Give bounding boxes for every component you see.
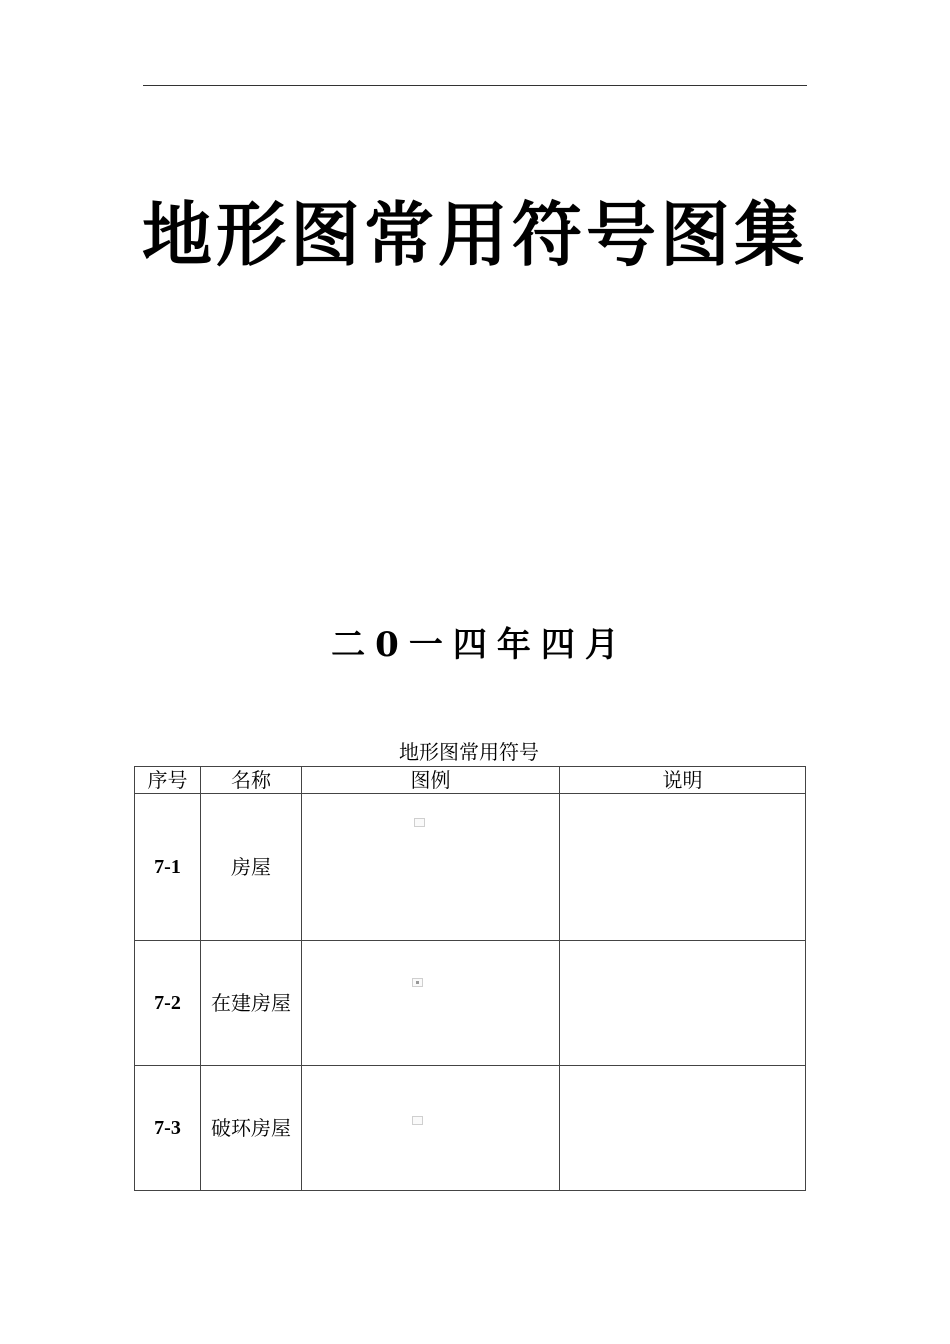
column-header-legend: 图例 (302, 767, 560, 794)
symbols-table (134, 766, 806, 1191)
row-legend (302, 941, 560, 1066)
date-char: 一 (408, 625, 443, 665)
row-description (560, 794, 806, 941)
header-rule (143, 85, 807, 86)
table-row (135, 941, 806, 1066)
table-header-row (135, 767, 806, 794)
column-header-name: 名称 (201, 767, 302, 794)
table-caption: 地形图常用符号 (399, 740, 539, 764)
date-char: 二 (331, 625, 366, 665)
column-header-number: 序号 (135, 767, 201, 794)
row-name: 破环房屋 (201, 1066, 302, 1191)
row-number: 7-1 (135, 794, 201, 941)
broken-image-icon (412, 978, 423, 987)
broken-image-icon (414, 818, 425, 827)
date-char: 四 (540, 625, 575, 665)
row-number: 7-3 (135, 1066, 201, 1191)
table-row (135, 794, 806, 941)
column-header-description: 说明 (560, 767, 806, 794)
row-name: 房屋 (201, 794, 302, 941)
table-row (135, 1066, 806, 1191)
broken-image-icon (412, 1116, 423, 1125)
row-description (560, 941, 806, 1066)
row-name: 在建房屋 (201, 941, 302, 1066)
date-char: 四 (452, 625, 487, 665)
row-legend (302, 1066, 560, 1191)
row-number: 7-2 (135, 941, 201, 1066)
row-description (560, 1066, 806, 1191)
row-legend (302, 794, 560, 941)
document-title: 地形图常用符号图集 (142, 193, 808, 276)
date-char: 月 (584, 625, 619, 665)
document-date (0, 620, 950, 670)
date-char: 0 (375, 625, 399, 665)
date-char: 年 (496, 625, 531, 665)
